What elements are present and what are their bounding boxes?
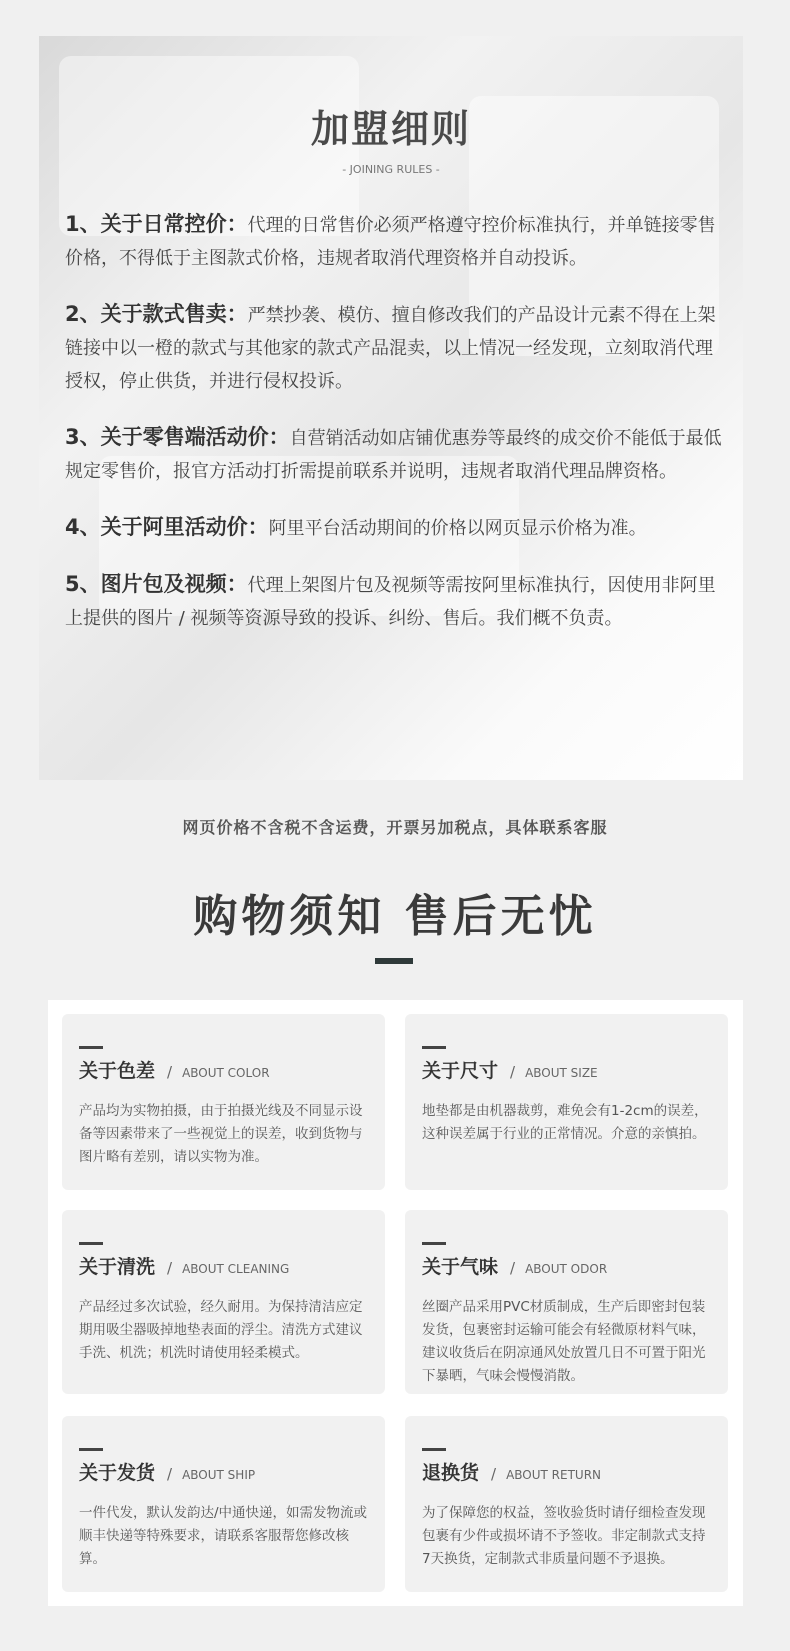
notice-title [79,1252,289,1279]
title-underline [375,958,413,964]
rule-item [65,511,725,545]
dash-icon [79,1046,103,1049]
shopping-notice-title: 购物须知 售后无忧 [193,891,597,942]
notice-title [422,1458,601,1485]
rule-heading: 2、关于款式售卖： [65,302,248,326]
notice-title-en: ABOUT ODOR [525,1262,608,1276]
dash-icon [422,1242,446,1245]
price-note: 网页价格不含税不含运费，开票另加税点，具体联系客服 [182,818,608,837]
notice-title-separator: / [167,1063,173,1081]
rule-text: 代理上架图片包及视频等需按阿里标准执行，因使用非阿里上提供的图片 / 视频等资源导致的投诉、纠纷、售后。我们概不负责。 [65,575,716,629]
rules-list [65,208,725,658]
notice-card-ship [62,1416,385,1592]
notice-title-cn: 退换货 [422,1462,480,1484]
rule-text: 阿里平台活动期间的价格以网页显示价格为准。 [268,518,647,539]
notice-card-color [62,1014,385,1190]
rule-item [65,298,725,398]
notice-title-cn: 关于尺寸 [422,1060,499,1082]
notice-card-return [405,1416,728,1592]
rule-text: 代理的日常售价必须严格遵守控价标准执行，并单链接零售价格，不得低于主图款式价格，违规者取消代理资格并自动投诉。 [65,215,716,269]
notice-title-en: ABOUT RETURN [506,1468,602,1482]
rule-item [65,208,725,275]
notice-body: 为了保障您的权益，签收验货时请仔细检查发现包裹有少件或损坏请不予签收。非定制款式支持7天换货，定制款式非质量问题不予退换。 [422,1505,706,1567]
notice-body: 产品均为实物拍摄，由于拍摄光线及不同显示设备等因素带来了一些视觉上的误差，收到货物与图片略有差别，请以实物为准。 [79,1103,363,1165]
rule-heading: 4、关于阿里活动价： [65,515,269,539]
notice-title-en: ABOUT CLEANING [182,1262,290,1276]
notice-card-cleaning [62,1210,385,1394]
notice-title-separator: / [510,1259,516,1277]
notice-title-cn: 关于色差 [79,1060,156,1082]
notice-body: 产品经过多次试验，经久耐用。为保持清洁应定期用吸尘器吸掉地垫表面的浮尘。清洗方式建议手洗、机洗；机洗时请使用轻柔模式。 [79,1299,363,1361]
rules-title: 加盟细则 [310,107,471,151]
dash-icon [422,1046,446,1049]
notice-body: 丝圈产品采用PVC材质制成，生产后即密封包装发货，包裹密封运输可能会有轻微原材料气味，建议收货后在阴凉通风处放置几日不可置于阳光下暴晒，气味会慢慢消散。 [422,1299,706,1384]
rule-item [65,568,725,635]
notice-title-en: ABOUT COLOR [182,1066,270,1080]
rule-heading: 1、关于日常控价： [65,212,248,236]
notice-title [79,1056,270,1083]
dash-icon [79,1242,103,1245]
notice-title-separator: / [510,1063,516,1081]
notice-title-separator: / [167,1465,173,1483]
notice-body: 地垫都是由机器裁剪，难免会有1-2cm的误差，这种误差属于行业的正常情况。介意的亲慎拍。 [422,1103,708,1142]
rule-heading: 5、图片包及视频： [65,572,248,596]
notice-title-cn: 关于发货 [79,1462,156,1484]
notice-title [79,1458,255,1485]
notice-panel [48,1000,743,1606]
joining-rules-card [39,36,743,780]
notice-title-separator: / [167,1259,173,1277]
notice-title [422,1252,607,1279]
rule-text: 自营销活动如店铺优惠券等最终的成交价不能低于最低规定零售价，报官方活动打折需提前联系并说明，违规者取消代理品牌资格。 [65,428,722,482]
dash-icon [79,1448,103,1451]
notice-card-size [405,1014,728,1190]
notice-title [422,1056,598,1083]
rule-item [65,421,725,488]
notice-body: 一件代发，默认发韵达/中通快递，如需发物流或顺丰快递等特殊要求，请联系客服帮您修改核算。 [79,1505,368,1567]
notice-title-cn: 关于清洗 [79,1256,156,1278]
rule-heading: 3、关于零售端活动价： [65,425,290,449]
notice-title-en: ABOUT SHIP [182,1468,256,1482]
rule-text: 严禁抄袭、模仿、擅自修改我们的产品设计元素不得在上架链接中以一橙的款式与其他家的款式产品混卖，以上情况一经发现，立刻取消代理授权，停止供货，并进行侵权投诉。 [65,305,716,392]
dash-icon [422,1448,446,1451]
notice-title-cn: 关于气味 [422,1256,499,1278]
notice-card-odor [405,1210,728,1394]
notice-title-separator: / [491,1465,497,1483]
rules-subtitle: - JOINING RULES - [342,163,440,176]
notice-title-en: ABOUT SIZE [525,1066,598,1080]
